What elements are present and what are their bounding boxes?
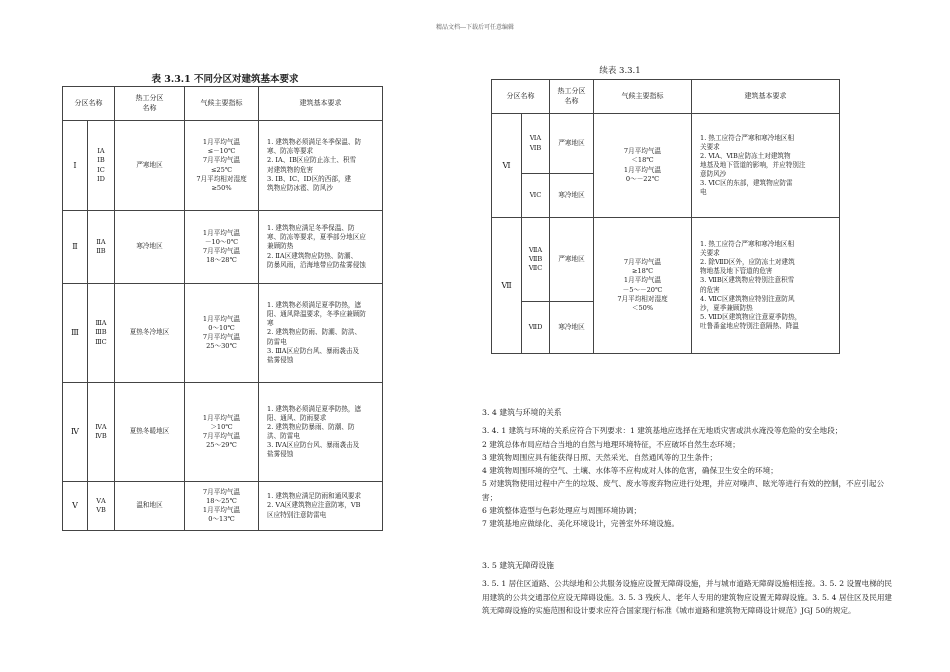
table-row — [63, 211, 383, 284]
requirement-line: 1. 建筑物应满足冬季保温、防 — [267, 224, 355, 233]
requirement-line: 寒 — [267, 319, 274, 328]
climate-line: 1月平均气温 — [202, 138, 241, 147]
climate-line: 7月平均气温 — [623, 147, 662, 156]
requirement-line: 4. ⅦC区建筑物应特别注意防风 — [700, 294, 795, 303]
requirement-line: 3. ⅠB、ⅠC、ⅠD区的西部，建 — [267, 174, 352, 183]
thermal-zone-cell: 夏热冬冷地区 — [115, 284, 185, 383]
climate-line: 7月平均气温 — [202, 487, 241, 496]
paragraph: 7 建筑基地应做绿化、美化环境设计，完善室外环境设施。 — [482, 519, 680, 529]
requirement-line: 电 — [700, 188, 707, 197]
climate-line: ≥18℃ — [631, 267, 654, 276]
header-text: 建筑基本要求 — [744, 91, 787, 100]
thermal-zone-cell: 温和地区 — [115, 482, 185, 531]
climate-line: －10～0℃ — [204, 237, 239, 246]
climate-line: 1月平均气温 — [202, 314, 241, 323]
subzone-list — [87, 383, 114, 481]
climate-cell — [185, 211, 259, 284]
requirement-line: 寒、防冻等要求，夏季部分地区应 — [267, 233, 366, 242]
subzone-label: ⅣA — [95, 422, 107, 431]
climate-cell — [185, 383, 259, 482]
thermal-zone-cell: 严寒地区 — [550, 218, 594, 302]
climate-line: ≥50% — [211, 183, 232, 192]
climate-zone-table — [62, 86, 383, 531]
table-row — [63, 284, 383, 383]
requirement-line: 阳、通风、防雨要求 — [267, 413, 327, 422]
climate-line: 7月平均气温 — [202, 156, 241, 165]
header-text: 气候主要指标 — [200, 98, 243, 107]
requirement-line: 沙，夏季兼顾防热 — [700, 303, 753, 312]
header-text: 气候主要指标 — [621, 91, 664, 100]
subzone-label: ⅠA — [97, 147, 105, 156]
requirement-line: 兼顾防热 — [267, 242, 294, 251]
thermal-zone-cell: 寒冷地区 — [115, 211, 185, 284]
requirement-line: 洪、防雷电 — [267, 432, 300, 440]
zone-numeral: Ⅳ — [71, 427, 79, 437]
climate-line: 0～13℃ — [208, 515, 235, 524]
requirement-line: 地基及地下管道的影响，并应特别注 — [700, 160, 806, 169]
subzone-list — [87, 121, 114, 210]
paragraph: 3. 4. 1 建筑与环境的关系应符合下列要求：1 建筑基地应选择在无地质灾害或洪水淹没等危险的安全地段； — [482, 426, 843, 436]
requirement-line: 2. 建筑物应防暴雨、防潮、防 — [267, 422, 355, 431]
thermal-zone-cell: 寒冷地区 — [550, 302, 594, 354]
subzone-label: ⅦB — [528, 254, 543, 263]
requirement-line: 1. 热工应符合严寒和寒冷地区相 — [700, 133, 795, 142]
paragraph: 3. 5. 1 居住区道路、公共绿地和公共服务设施应设置无障碍设施，并与城市道路无障碍设施相连接。3. 5. 2 设置电梯的民用建筑的公共交通部位应设无障碍设施。3. 5. 3 残疾人、老年人专用的建筑物应设置无障碍设施。3. 5. 4 居住区及民用建筑无障碍设施的实施范围和设计要求应符合国家现行标准《城市道路和建筑物无障碍设计规范》JGJ 50的规定。 — [482, 579, 893, 615]
subzone-label: ⅠB — [97, 156, 105, 165]
subzone-label: ⅥC — [529, 190, 542, 199]
climate-line: 1月平均气温 — [623, 276, 662, 285]
paragraph: 4 建筑物周围环境的空气、土壤、水体等不应构成对人体的危害，确保卫生安全的环境； — [482, 466, 778, 476]
subzone-list — [87, 284, 114, 382]
section-accessibility — [482, 559, 894, 617]
subzone-label: ⅦA — [528, 245, 543, 254]
header-text: 名称 — [142, 103, 157, 112]
requirement-line: 寒、防冻等要求 — [267, 147, 314, 156]
subzone-label: ⅦC — [528, 264, 543, 273]
requirement-line: 2. 除ⅦD区外，应防冻土对建筑 — [700, 258, 795, 267]
requirement-line: 3. ⅣA区应防台风、暴雨袭击及 — [267, 441, 360, 450]
thermal-zone-cell: 夏热冬暖地区 — [115, 383, 185, 482]
table-row — [492, 218, 840, 302]
subzone-list — [522, 174, 550, 218]
subzone-label: ⅥA — [529, 134, 542, 143]
climate-line: ＜18℃ — [631, 156, 654, 165]
requirement-line: 2. 建筑物应防雨、防潮、防洪、 — [267, 328, 362, 337]
table-row — [63, 383, 383, 482]
table-row — [63, 121, 383, 211]
thermal-zone-cell: 严寒地区 — [550, 114, 594, 174]
climate-cell — [594, 114, 692, 218]
subzone-list — [522, 302, 550, 354]
zone-cell — [63, 482, 115, 531]
climate-line: 1月平均气温 — [202, 506, 241, 514]
requirement-line: 意防风沙 — [700, 170, 727, 179]
zone-cell — [63, 121, 115, 211]
paragraph: 2 建筑总体布局应结合当地的自然与地理环境特征，不应破坏自然生态环境； — [482, 439, 740, 449]
requirement-line: 2. ⅡA区建筑物应防热、防潮、 — [267, 251, 358, 260]
section-title: 3. 5 建筑无障碍设施 — [482, 561, 554, 570]
subzone-label: ⅣB — [95, 432, 107, 440]
zone-numeral: Ⅱ — [72, 242, 78, 252]
climate-line: ≤－10℃ — [207, 147, 236, 156]
subzone-list — [87, 211, 114, 283]
climate-line: －5～－20℃ — [622, 285, 663, 294]
requirement-cell — [692, 114, 840, 218]
climate-line: 25～30℃ — [206, 342, 237, 351]
climate-line: 25～29℃ — [206, 441, 237, 450]
paragraph: 6 建筑整体造型与色彩处理应与周围环境协调； — [482, 506, 642, 516]
climate-line: 7月平均气温 — [202, 247, 241, 255]
climate-line: 18～28℃ — [206, 256, 237, 265]
climate-line: 0～－22℃ — [625, 174, 660, 183]
requirement-line: 2. ⅥA、ⅥB应防冻土对建筑物 — [700, 151, 791, 160]
requirement-cell — [259, 383, 383, 482]
requirement-cell — [259, 284, 383, 383]
header-text: 分区名称 — [506, 91, 535, 100]
col-header-climate — [185, 87, 259, 121]
col-header-zone — [492, 80, 550, 114]
requirement-line: 关要求 — [700, 249, 720, 258]
requirement-line: 3. ⅥC区的东部，建筑物应防雷 — [700, 179, 793, 188]
table-row — [492, 114, 840, 174]
zone-cell — [63, 383, 115, 482]
subzone-label: ⅤA — [96, 496, 106, 505]
requirement-line: 3. ⅦB区建筑物应特别注意积雪 — [700, 276, 795, 285]
climate-line: 1月平均气温 — [202, 228, 241, 237]
subzone-label: ⅢC — [95, 337, 107, 346]
requirement-cell — [259, 121, 383, 211]
zone-numeral: Ⅵ — [492, 114, 522, 218]
requirement-line: 区应特别注意防雷电 — [267, 510, 327, 519]
subzone-list — [522, 218, 550, 302]
header-text: 建筑基本要求 — [299, 98, 342, 107]
requirement-line: 1. 建筑物必须满足夏季防热，遮 — [267, 301, 362, 310]
climate-line: ＜50% — [631, 303, 654, 312]
requirement-line: 筑物应防冰雹、防风沙 — [267, 183, 333, 192]
climate-cell — [185, 482, 259, 531]
requirement-line: 防暴风雨，沿海地带应防盐雾侵蚀 — [267, 260, 366, 269]
requirement-line: 3. ⅢA区应防台风、暴雨袭击及 — [267, 346, 360, 355]
page-header: 精品文档---下载后可任意编辑 — [435, 24, 515, 31]
zone-numeral: Ⅶ — [492, 218, 522, 354]
subzone-label: ⅦD — [528, 322, 543, 331]
subzone-label: ⅡB — [96, 247, 106, 255]
col-header-climate — [594, 80, 692, 114]
paragraph: 3 建筑物周围应具有能获得日照、天然采光、自然通风等的卫生条件； — [482, 452, 718, 462]
header-text: 热工分区 — [135, 93, 164, 102]
subzone-label: ⅡA — [96, 237, 106, 246]
header-text: 分区名称 — [74, 98, 103, 107]
col-header-zone — [63, 87, 115, 121]
zone-numeral: Ⅲ — [71, 328, 79, 338]
requirement-line: 1. 建筑物应满足防雨和通风要求 — [267, 492, 362, 501]
requirement-line: 2. ⅠA、ⅠB区应防止冻土、积雪 — [267, 156, 357, 165]
climate-line: 7月平均气温 — [202, 333, 241, 341]
climate-cell — [185, 121, 259, 211]
table1-title: 表 3.3.1 不同分区对建筑基本要求 — [151, 74, 299, 85]
requirement-line: 盐雾侵蚀 — [267, 355, 294, 364]
requirement-line: 对建筑物的危害 — [267, 165, 314, 174]
requirement-line: 的危害 — [700, 285, 720, 294]
header-text: 热工分区 — [557, 86, 586, 95]
climate-line: 1月平均气温 — [623, 165, 662, 174]
climate-line: 0～10℃ — [208, 323, 235, 332]
climate-cell — [594, 218, 692, 354]
requirement-line: 5. ⅦD区建筑物应注意夏季防热， — [700, 312, 802, 321]
requirement-line: 关要求 — [700, 142, 720, 151]
requirement-line: 1. 建筑物必须满足夏季防热，遮 — [267, 404, 362, 413]
subzone-label: ⅢB — [95, 328, 107, 337]
subzone-label: ⅥB — [529, 143, 542, 152]
subzone-list — [522, 114, 550, 174]
zone-cell — [63, 284, 115, 383]
zone-numeral: Ⅴ — [72, 501, 78, 511]
climate-line: 7月平均相对湿度 — [617, 294, 668, 303]
table-row — [63, 482, 383, 531]
subzone-label: ⅢA — [95, 319, 107, 328]
climate-line: 18～25℃ — [206, 496, 237, 505]
climate-line: 1月平均气温 — [202, 413, 241, 422]
zone-numeral: Ⅰ — [73, 160, 77, 170]
climate-line: 7月平均气温 — [623, 258, 662, 267]
section-title: 3. 4 建筑与环境的关系 — [482, 408, 562, 417]
requirement-cell — [259, 482, 383, 531]
subzone-label: ⅤB — [96, 506, 106, 514]
requirement-cell — [692, 218, 840, 354]
header-text: 名称 — [564, 96, 579, 105]
requirement-line: 1. 热工应符合严寒和寒冷地区相 — [700, 240, 795, 249]
col-header-thermal — [115, 87, 185, 121]
requirement-line: 吐鲁番盆地应特别注意隔热、降温 — [700, 321, 799, 330]
requirement-line: 阳、通风降温要求，冬季应兼顾防 — [267, 310, 366, 319]
climate-cell — [185, 284, 259, 383]
col-header-requirements — [259, 87, 383, 121]
thermal-zone-cell: 严寒地区 — [115, 121, 185, 211]
subzone-label: ⅠD — [97, 174, 105, 183]
table2-title: 续表 3.3.1 — [599, 66, 641, 76]
climate-line: ＞10℃ — [210, 422, 233, 431]
requirement-cell — [259, 211, 383, 284]
subzone-label: ⅠC — [97, 165, 105, 174]
climate-line: 7月平均相对湿度 — [196, 174, 247, 183]
climate-line: 7月平均气温 — [202, 432, 241, 440]
col-header-thermal — [550, 80, 594, 114]
thermal-zone-cell: 寒冷地区 — [550, 174, 594, 218]
requirement-line: 1. 建筑物必须满足冬季保温、防 — [267, 138, 362, 147]
requirement-line: 物地基及地下管道的危害 — [700, 267, 773, 276]
zone-cell — [63, 211, 115, 284]
requirement-line: 2. ⅤA区建筑物应注意防寒，ⅤB — [267, 501, 361, 510]
col-header-requirements — [692, 80, 840, 114]
climate-zone-table-continued — [491, 79, 840, 354]
requirement-line: 防雷电 — [267, 337, 287, 346]
subzone-list — [87, 482, 114, 530]
section-environment — [482, 406, 894, 531]
requirement-line: 盐雾侵蚀 — [267, 450, 294, 459]
paragraph: 5 对建筑物使用过程中产生的垃圾、废气、废水等废弃物应进行处理，并应对噪声、眩光等进行有效的控制，不应引起公害； — [482, 479, 885, 502]
climate-line: ≤25℃ — [210, 165, 233, 174]
